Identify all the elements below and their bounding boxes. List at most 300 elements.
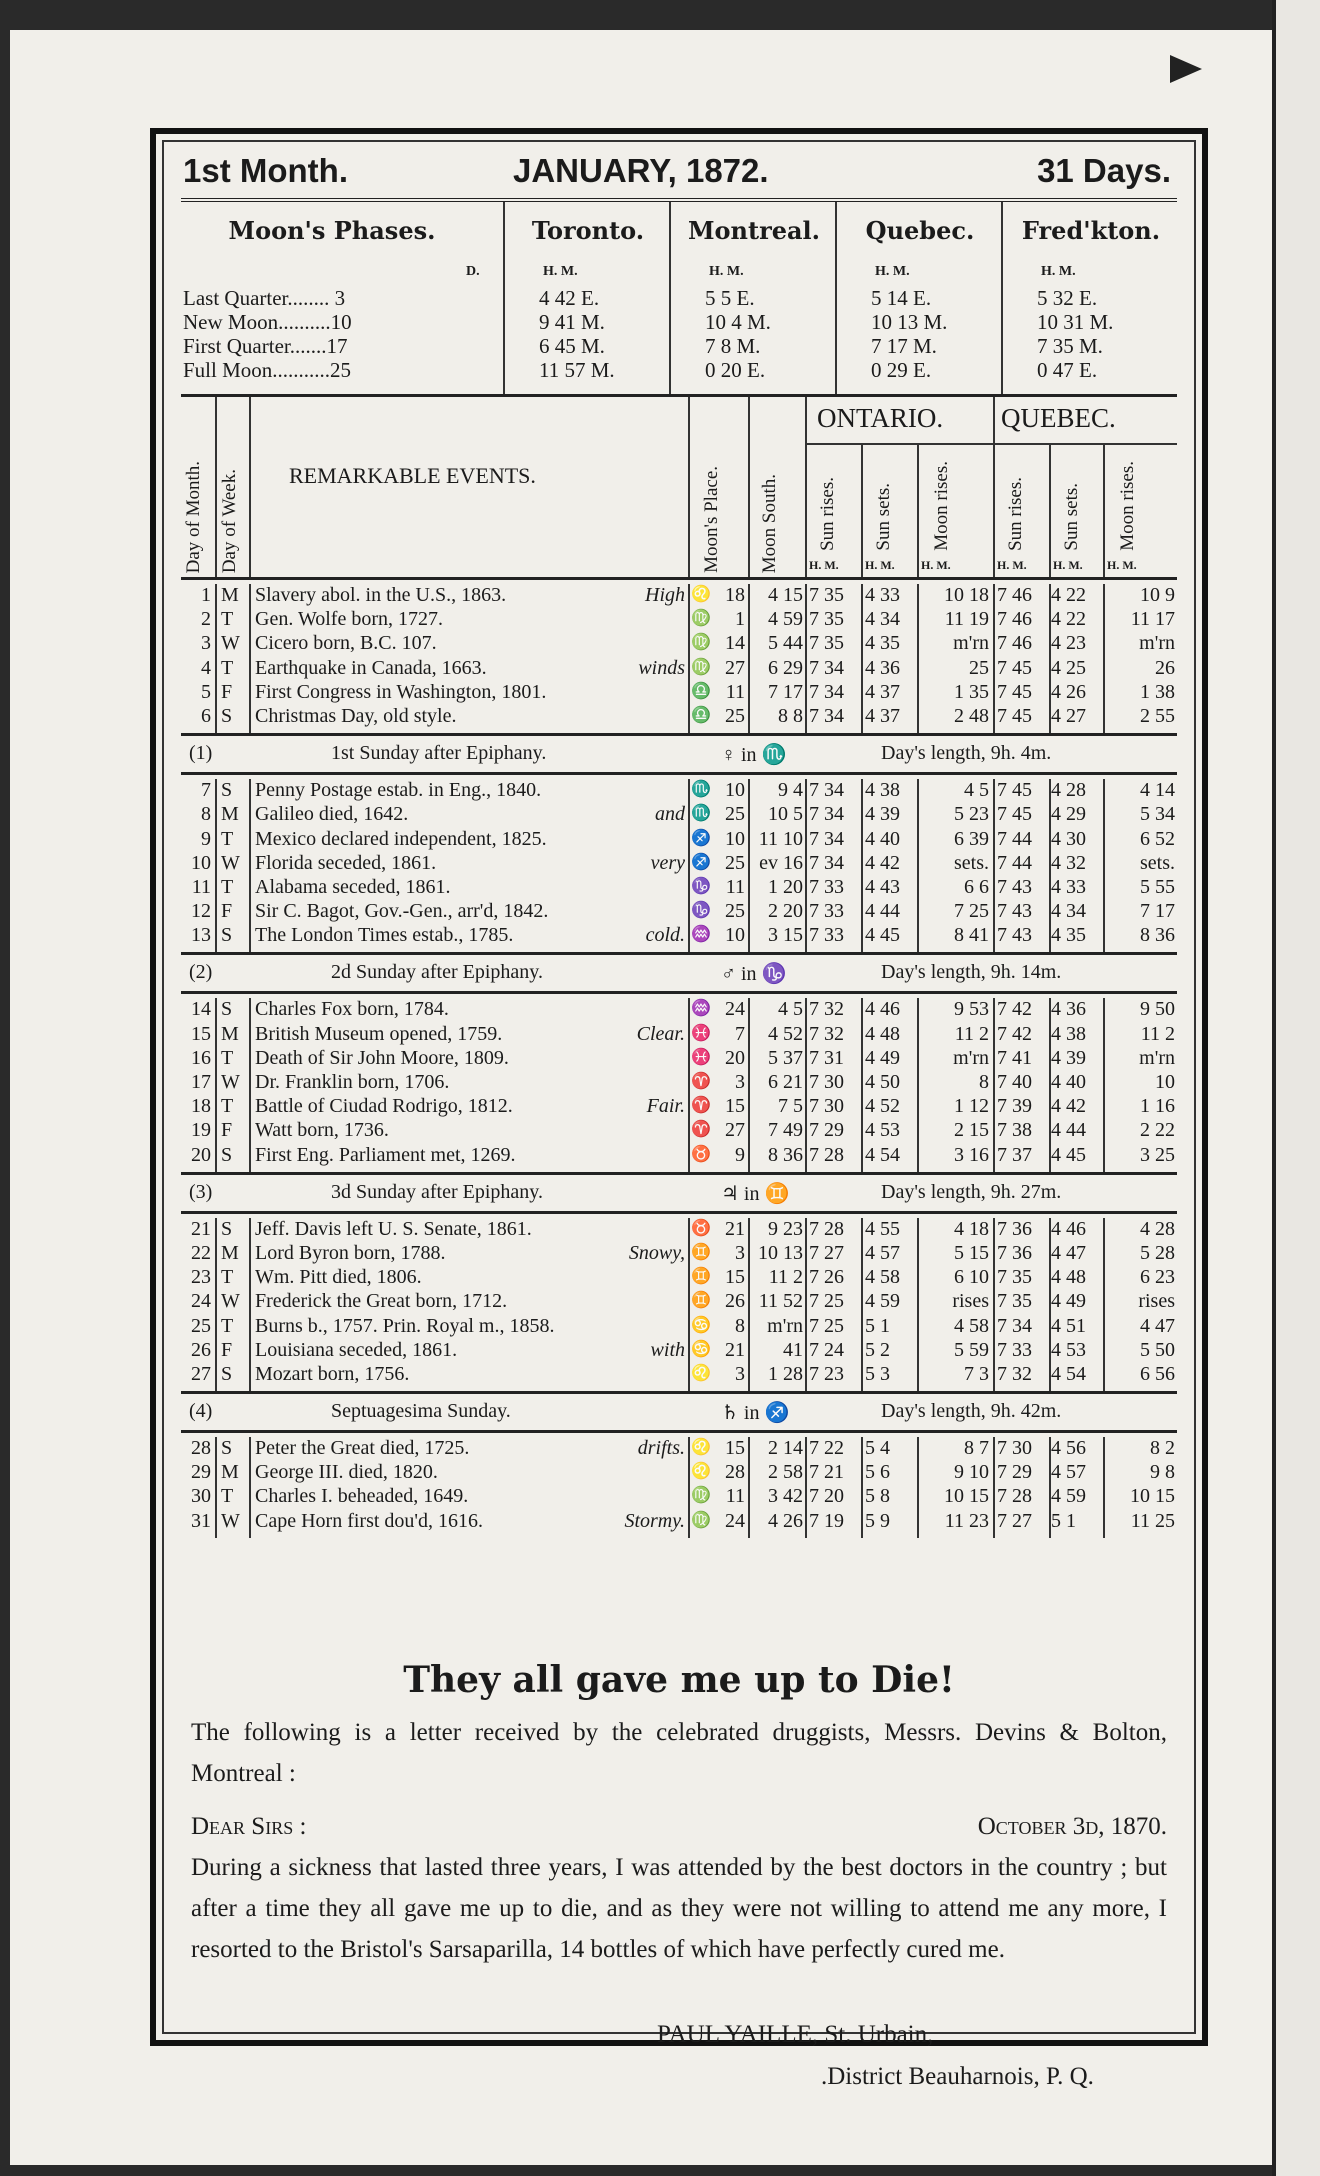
moon-south: 8 8 bbox=[778, 704, 803, 727]
calendar-row bbox=[181, 1023, 1177, 1047]
moon-south: 4 52 bbox=[768, 1022, 803, 1045]
que-sun-rises: 7 35 bbox=[997, 1290, 1032, 1313]
phase-time: 11 57 M. bbox=[539, 358, 615, 382]
city-fredericton: Fred'kton. bbox=[1021, 216, 1161, 245]
weekday: M bbox=[221, 1461, 239, 1484]
d-label: D. bbox=[466, 264, 480, 279]
que-sun-sets: 4 35 bbox=[1051, 924, 1086, 947]
moon-sign: ♎ bbox=[691, 706, 711, 724]
sunday-number: (2) bbox=[189, 961, 213, 984]
que-moon-rises: 3 25 bbox=[1140, 1143, 1175, 1166]
que-moon-rises: 6 56 bbox=[1140, 1362, 1175, 1385]
event: Florida seceded, 1861. bbox=[255, 851, 437, 874]
moon-degree: 15 bbox=[725, 1437, 745, 1460]
moon-sign: ♊ bbox=[691, 1268, 711, 1286]
day-number: 10 bbox=[191, 851, 211, 874]
ont-moon-rises: 1 35 bbox=[954, 680, 989, 703]
que-moon-rises: 10 15 bbox=[1130, 1485, 1175, 1508]
weekday: M bbox=[221, 803, 239, 826]
que-sun-rises: 7 36 bbox=[997, 1241, 1032, 1264]
que-moon-rises: 4 14 bbox=[1140, 779, 1175, 802]
moon-sign: ♉ bbox=[691, 1219, 711, 1237]
sunday-number: (4) bbox=[189, 1400, 213, 1423]
que-sun-sets: 4 40 bbox=[1051, 1071, 1086, 1093]
planet-position: ♀ in ♏ bbox=[721, 744, 787, 767]
ont-moon-rises: 4 5 bbox=[964, 779, 989, 802]
moon-sign: ♑ bbox=[691, 877, 711, 895]
toronto-column bbox=[503, 202, 671, 394]
phase-time: 0 29 E. bbox=[871, 358, 932, 382]
hm-label: H. M. bbox=[809, 558, 839, 572]
phase-time: 9 41 M. bbox=[539, 310, 605, 334]
que-moon-rises: 4 28 bbox=[1140, 1217, 1175, 1240]
weather-note: and bbox=[655, 803, 685, 826]
que-sun-rises: 7 34 bbox=[997, 1314, 1032, 1337]
hm-label: H. M. bbox=[543, 264, 578, 279]
day-number: 12 bbox=[191, 900, 211, 923]
ont-sun-rises: 7 33 bbox=[809, 900, 844, 923]
que-moon-rises: 1 38 bbox=[1140, 680, 1175, 703]
ont-sun-sets: 4 39 bbox=[865, 803, 900, 826]
ont-sun-rises: 7 31 bbox=[809, 1046, 844, 1069]
ont-sun-sets: 4 49 bbox=[865, 1046, 900, 1069]
quebec-column bbox=[835, 202, 1003, 394]
sunday-row bbox=[181, 1172, 1177, 1214]
que-sun-sets: 4 23 bbox=[1051, 632, 1086, 655]
event: Gen. Wolfe born, 1727. bbox=[255, 608, 443, 631]
ont-sun-rises: 7 34 bbox=[809, 680, 844, 703]
ad-signature: PAUL YAILLE, St. Urbain, bbox=[657, 2021, 934, 2048]
day-number: 5 bbox=[201, 680, 211, 703]
moon-sign: ♍ bbox=[691, 658, 711, 676]
ont-sun-sets: 4 55 bbox=[865, 1217, 900, 1240]
que-moon-rises: 9 8 bbox=[1150, 1461, 1175, 1484]
event: British Museum opened, 1759. bbox=[255, 1022, 503, 1045]
moon-south: 7 17 bbox=[768, 680, 803, 703]
day-number: 16 bbox=[191, 1046, 211, 1069]
que-sun-sets: 4 34 bbox=[1051, 900, 1086, 923]
que-sun-sets: 4 22 bbox=[1051, 608, 1086, 631]
ont-moon-rises: 10 18 bbox=[944, 584, 989, 606]
moon-sign: ♍ bbox=[691, 1487, 711, 1505]
week-block bbox=[181, 779, 1177, 952]
week-block bbox=[181, 584, 1177, 733]
event: First Congress in Washington, 1801. bbox=[255, 680, 547, 703]
moon-south: 4 15 bbox=[768, 584, 803, 606]
event: Cape Horn first dou'd, 1616. bbox=[255, 1509, 484, 1532]
moon-degree: 18 bbox=[725, 584, 745, 606]
phase-name: First Quarter.......17 bbox=[183, 334, 348, 358]
moon-sign: ♍ bbox=[691, 1511, 711, 1529]
ont-sun-sets: 4 35 bbox=[865, 632, 900, 655]
que-sun-sets: 4 49 bbox=[1051, 1290, 1086, 1313]
day-length: Day's length, 9h. 4m. bbox=[881, 742, 1052, 765]
ont-moon-rises: 5 59 bbox=[954, 1338, 989, 1361]
week-spacer bbox=[181, 1534, 1177, 1538]
weekday: S bbox=[221, 704, 233, 727]
moon-degree: 11 bbox=[725, 1485, 745, 1508]
weather-note: with bbox=[650, 1338, 685, 1361]
que-sun-rises: 7 45 bbox=[997, 680, 1032, 703]
weekday: S bbox=[221, 924, 233, 947]
moon-sign: ♊ bbox=[691, 1292, 711, 1310]
month-days: 31 Days. bbox=[1037, 152, 1171, 189]
moon-south: 6 29 bbox=[768, 656, 803, 679]
planet-position: ♃ in ♊ bbox=[721, 1182, 790, 1205]
moon-sign: ♋ bbox=[691, 1340, 711, 1358]
ont-moon-rises: 7 25 bbox=[954, 900, 989, 923]
event: Christmas Day, old style. bbox=[255, 704, 457, 727]
moon-south: 5 37 bbox=[768, 1046, 803, 1069]
almanac-content bbox=[181, 144, 1177, 1538]
moon-sign: ♎ bbox=[691, 682, 711, 700]
ont-sun-sets: 5 3 bbox=[865, 1362, 890, 1385]
moon-degree: 10 bbox=[725, 827, 745, 850]
phase-time: 4 42 E. bbox=[539, 286, 600, 310]
day-number: 11 bbox=[191, 875, 211, 898]
moon-sign: ♌ bbox=[691, 1463, 711, 1481]
weather-note: very bbox=[650, 851, 685, 874]
calendar-row bbox=[181, 705, 1177, 729]
ont-sun-rises: 7 26 bbox=[809, 1266, 844, 1289]
phase-time: 0 20 E. bbox=[705, 358, 766, 382]
que-sun-sets: 4 36 bbox=[1051, 998, 1086, 1021]
phase-time: 0 47 E. bbox=[1037, 358, 1098, 382]
city-quebec: Quebec. bbox=[865, 216, 975, 245]
moon-degree: 7 bbox=[735, 1022, 745, 1045]
que-sun-rises: 7 27 bbox=[997, 1509, 1032, 1532]
ont-sun-sets: 4 33 bbox=[865, 584, 900, 606]
day-number: 1 bbox=[201, 584, 211, 606]
que-sun-sets: 4 51 bbox=[1051, 1314, 1086, 1337]
event: Sir C. Bagot, Gov.-Gen., arr'd, 1842. bbox=[255, 900, 549, 923]
que-moon-rises: 11 25 bbox=[1130, 1509, 1175, 1532]
calendar-row bbox=[181, 1071, 1177, 1095]
que-sun-sets: 4 33 bbox=[1051, 875, 1086, 898]
que-moon-rises: 26 bbox=[1155, 656, 1175, 679]
moon-south: 2 14 bbox=[768, 1437, 803, 1460]
sunday-row bbox=[181, 1391, 1177, 1433]
moon-sign: ♌ bbox=[691, 586, 711, 603]
ont-sun-sets: 5 2 bbox=[865, 1338, 890, 1361]
que-sun-rises: 7 43 bbox=[997, 900, 1032, 923]
weekday: T bbox=[221, 656, 234, 679]
ont-moon-rises: 2 48 bbox=[954, 704, 989, 727]
ont-sun-rises: 7 32 bbox=[809, 998, 844, 1021]
calendar-row bbox=[181, 608, 1177, 632]
calendar-row bbox=[181, 1315, 1177, 1339]
day-number: 18 bbox=[191, 1095, 211, 1118]
weekday: W bbox=[221, 1290, 240, 1313]
weekday: S bbox=[221, 1217, 233, 1240]
event: Alabama seceded, 1861. bbox=[255, 875, 451, 898]
weekday: S bbox=[221, 998, 233, 1021]
moon-sign: ♈ bbox=[691, 1073, 711, 1090]
sunday-row bbox=[181, 733, 1177, 775]
ont-moon-rises: 8 7 bbox=[964, 1437, 989, 1460]
weekday: W bbox=[221, 1509, 240, 1532]
sunday-name: Septuagesima Sunday. bbox=[331, 1400, 511, 1423]
event: Galileo died, 1642. bbox=[255, 803, 409, 826]
moon-south: 2 20 bbox=[768, 900, 803, 923]
ont-sun-rises: 7 33 bbox=[809, 875, 844, 898]
ont-sun-sets: 4 37 bbox=[865, 680, 900, 703]
event: Mozart born, 1756. bbox=[255, 1362, 410, 1385]
event: Cicero born, B.C. 107. bbox=[255, 632, 437, 655]
event: Wm. Pitt died, 1806. bbox=[255, 1266, 422, 1289]
que-sun-rises: 7 33 bbox=[997, 1338, 1032, 1361]
event: Watt born, 1736. bbox=[255, 1119, 389, 1142]
event: Charles I. beheaded, 1649. bbox=[255, 1485, 469, 1508]
que-sun-sets: 4 56 bbox=[1051, 1437, 1086, 1460]
event: Louisiana seceded, 1861. bbox=[255, 1338, 458, 1361]
hm-label: H. M. bbox=[865, 558, 895, 572]
que-sun-rises: 7 30 bbox=[997, 1437, 1032, 1460]
moon-degree: 11 bbox=[725, 680, 745, 703]
ont-moon-rises: 7 3 bbox=[964, 1362, 989, 1385]
que-sun-rises: 7 40 bbox=[997, 1071, 1032, 1093]
weekday: T bbox=[221, 608, 234, 631]
que-sun-rises: 7 42 bbox=[997, 1022, 1032, 1045]
moon-sign: ♏ bbox=[691, 781, 711, 799]
calendar-row bbox=[181, 1485, 1177, 1509]
moon-degree: 8 bbox=[735, 1314, 745, 1337]
sunday-name: 3d Sunday after Epiphany. bbox=[331, 1180, 543, 1203]
hm-label: H. M. bbox=[1053, 558, 1083, 572]
weather-note: drifts. bbox=[637, 1437, 685, 1460]
header-quebec: QUEBEC. bbox=[1001, 403, 1116, 433]
ont-sun-rises: 7 22 bbox=[809, 1437, 844, 1460]
que-sun-rises: 7 46 bbox=[997, 608, 1032, 631]
header-que-sun-rises: Sun rises. bbox=[1005, 477, 1026, 551]
ont-sun-sets: 4 57 bbox=[865, 1241, 900, 1264]
ont-sun-rises: 7 21 bbox=[809, 1461, 844, 1484]
phase-name: Last Quarter........ 3 bbox=[183, 286, 346, 310]
day-number: 26 bbox=[191, 1338, 211, 1361]
ont-sun-rises: 7 34 bbox=[809, 704, 844, 727]
ont-sun-rises: 7 32 bbox=[809, 1022, 844, 1045]
moon-sign: ♈ bbox=[691, 1121, 711, 1139]
moon-south: 9 4 bbox=[778, 779, 803, 802]
hm-label: H. M. bbox=[709, 264, 744, 279]
calendar-row bbox=[181, 828, 1177, 852]
que-sun-sets: 5 1 bbox=[1051, 1509, 1076, 1532]
weekday: F bbox=[221, 900, 233, 923]
event: Frederick the Great born, 1712. bbox=[255, 1290, 508, 1313]
phase-time: 10 4 M. bbox=[705, 310, 771, 334]
moon-sign: ♐ bbox=[691, 829, 711, 847]
ad-location: .District Beauharnois, P. Q. bbox=[821, 2063, 1094, 2090]
que-moon-rises: rises bbox=[1138, 1290, 1175, 1313]
weekday: M bbox=[221, 1022, 239, 1045]
day-number: 2 bbox=[201, 608, 211, 631]
weekday: T bbox=[221, 1485, 234, 1508]
event: Battle of Ciudad Rodrigo, 1812. bbox=[255, 1095, 513, 1118]
ont-sun-rises: 7 35 bbox=[809, 632, 844, 655]
day-number: 20 bbox=[191, 1143, 211, 1166]
phase-time: 5 32 E. bbox=[1037, 286, 1098, 310]
moon-sign: ♌ bbox=[691, 1364, 711, 1382]
calendar-row bbox=[181, 900, 1177, 924]
que-sun-rises: 7 45 bbox=[997, 704, 1032, 727]
event: Penny Postage estab. in Eng., 1840. bbox=[255, 779, 542, 802]
day-number: 4 bbox=[201, 656, 211, 679]
ont-sun-sets: 4 48 bbox=[865, 1022, 900, 1045]
ad-salutation: Dear Sirs : bbox=[191, 1813, 307, 1840]
sunday-number: (3) bbox=[189, 1180, 213, 1203]
weekday: F bbox=[221, 1338, 233, 1361]
event: The London Times estab., 1785. bbox=[255, 924, 514, 947]
moon-sign: ♒ bbox=[691, 926, 711, 944]
moon-south: 6 21 bbox=[768, 1071, 803, 1093]
ont-sun-sets: 4 36 bbox=[865, 656, 900, 679]
moon-south: 11 2 bbox=[768, 1266, 803, 1289]
weekday: T bbox=[221, 827, 234, 850]
que-sun-sets: 4 38 bbox=[1051, 1022, 1086, 1045]
que-moon-rises: 2 22 bbox=[1140, 1119, 1175, 1142]
day-number: 8 bbox=[201, 803, 211, 826]
calendar-row bbox=[181, 852, 1177, 876]
ont-sun-sets: 4 38 bbox=[865, 779, 900, 802]
header-ont-moon-rises: Moon rises. bbox=[931, 461, 952, 551]
moon-sign: ♈ bbox=[691, 1097, 711, 1115]
ont-sun-sets: 4 40 bbox=[865, 827, 900, 850]
moon-degree: 25 bbox=[725, 704, 745, 727]
ont-moon-rises: 11 19 bbox=[944, 608, 989, 631]
weekday: T bbox=[221, 875, 234, 898]
ont-sun-rises: 7 24 bbox=[809, 1338, 844, 1361]
month-header bbox=[181, 144, 1177, 202]
sunday-number: (1) bbox=[189, 742, 213, 765]
ont-sun-rises: 7 29 bbox=[809, 1119, 844, 1142]
moon-south: 11 10 bbox=[758, 827, 803, 850]
que-moon-rises: 1 16 bbox=[1140, 1095, 1175, 1118]
que-moon-rises: sets. bbox=[1140, 851, 1175, 874]
calendar-row bbox=[181, 1095, 1177, 1119]
calendar-row bbox=[181, 1144, 1177, 1168]
event: Dr. Franklin born, 1706. bbox=[255, 1071, 450, 1093]
day-number: 9 bbox=[201, 827, 211, 850]
weekday: W bbox=[221, 632, 240, 655]
calendar-row bbox=[181, 876, 1177, 900]
calendar-row bbox=[181, 1290, 1177, 1314]
calendar-row bbox=[181, 924, 1177, 948]
que-sun-rises: 7 29 bbox=[997, 1461, 1032, 1484]
day-number: 22 bbox=[191, 1241, 211, 1264]
que-sun-rises: 7 42 bbox=[997, 998, 1032, 1021]
weekday: S bbox=[221, 779, 233, 802]
moon-sign: ♋ bbox=[691, 1316, 711, 1334]
moon-south: 10 13 bbox=[758, 1241, 803, 1264]
que-moon-rises: 5 28 bbox=[1140, 1241, 1175, 1264]
moon-degree: 28 bbox=[725, 1461, 745, 1484]
ont-moon-rises: 9 10 bbox=[954, 1461, 989, 1484]
month-number: 1st Month. bbox=[183, 152, 348, 189]
ont-moon-rises: sets. bbox=[954, 851, 989, 874]
ont-moon-rises: 3 16 bbox=[954, 1143, 989, 1166]
montreal-column bbox=[669, 202, 837, 394]
moon-degree: 10 bbox=[725, 779, 745, 802]
ont-sun-sets: 4 43 bbox=[865, 875, 900, 898]
ont-sun-rises: 7 34 bbox=[809, 656, 844, 679]
moon-south: 4 26 bbox=[768, 1509, 803, 1532]
weekday: T bbox=[221, 1266, 234, 1289]
weekday: T bbox=[221, 1314, 234, 1337]
que-sun-rises: 7 43 bbox=[997, 924, 1032, 947]
event: Jeff. Davis left U. S. Senate, 1861. bbox=[255, 1217, 532, 1240]
phases-title: Moon's Phases. bbox=[228, 216, 436, 245]
event: Peter the Great died, 1725. bbox=[255, 1437, 470, 1460]
moon-degree: 11 bbox=[725, 875, 745, 898]
moon-south: 10 5 bbox=[768, 803, 803, 826]
planet-position: ♄ in ♐ bbox=[721, 1402, 790, 1425]
weekday: W bbox=[221, 1071, 240, 1093]
calendar-row bbox=[181, 1119, 1177, 1143]
ont-sun-rises: 7 27 bbox=[809, 1241, 844, 1264]
ont-sun-sets: 4 50 bbox=[865, 1071, 900, 1093]
phase-time: 6 45 M. bbox=[539, 334, 605, 358]
moon-south: 4 59 bbox=[768, 608, 803, 631]
weather-note: Fair. bbox=[646, 1095, 685, 1118]
moon-phases-table bbox=[181, 202, 1177, 397]
ont-sun-rises: 7 20 bbox=[809, 1485, 844, 1508]
hm-label: H. M. bbox=[1041, 264, 1076, 279]
moon-degree: 25 bbox=[725, 900, 745, 923]
weekday: T bbox=[221, 1046, 234, 1069]
moon-degree: 15 bbox=[725, 1095, 745, 1118]
que-sun-rises: 7 36 bbox=[997, 1217, 1032, 1240]
moon-south: 3 15 bbox=[768, 924, 803, 947]
que-moon-rises: 6 23 bbox=[1140, 1266, 1175, 1289]
ont-moon-rises: m'rn bbox=[953, 1046, 989, 1069]
que-moon-rises: 10 bbox=[1155, 1071, 1175, 1093]
calendar-row bbox=[181, 779, 1177, 803]
ont-sun-sets: 4 52 bbox=[865, 1095, 900, 1118]
ont-moon-rises: 11 2 bbox=[954, 1022, 989, 1045]
que-moon-rises: 8 36 bbox=[1140, 924, 1175, 947]
que-sun-sets: 4 42 bbox=[1051, 1095, 1086, 1118]
moon-south: 7 49 bbox=[768, 1119, 803, 1142]
weekday: F bbox=[221, 680, 233, 703]
que-sun-rises: 7 35 bbox=[997, 1266, 1032, 1289]
day-number: 28 bbox=[191, 1437, 211, 1460]
day-number: 29 bbox=[191, 1461, 211, 1484]
ont-moon-rises: 6 6 bbox=[964, 875, 989, 898]
ont-sun-sets: 4 54 bbox=[865, 1143, 900, 1166]
ont-moon-rises: 11 23 bbox=[944, 1509, 989, 1532]
phase-time: 7 35 M. bbox=[1037, 334, 1103, 358]
ont-sun-sets: 4 37 bbox=[865, 704, 900, 727]
que-sun-sets: 4 57 bbox=[1051, 1461, 1086, 1484]
que-sun-rises: 7 45 bbox=[997, 656, 1032, 679]
ad-intro: The following is a letter received by the celebrated druggists, Messrs. Devins & Bolton, Montreal : bbox=[191, 1719, 1167, 1787]
header-ont-sun-sets: Sun sets. bbox=[873, 483, 894, 551]
month-title: JANUARY, 1872. bbox=[513, 152, 769, 189]
que-sun-sets: 4 29 bbox=[1051, 803, 1086, 826]
day-number: 17 bbox=[191, 1071, 211, 1093]
event: Lord Byron born, 1788. bbox=[255, 1241, 446, 1264]
day-number: 21 bbox=[191, 1217, 211, 1240]
ont-moon-rises: 8 bbox=[979, 1071, 989, 1093]
day-length: Day's length, 9h. 27m. bbox=[881, 1180, 1062, 1203]
moon-south: 5 44 bbox=[768, 632, 803, 655]
que-sun-sets: 4 47 bbox=[1051, 1241, 1086, 1264]
calendar-row bbox=[181, 1437, 1177, 1461]
moon-degree: 15 bbox=[725, 1266, 745, 1289]
calendar-row bbox=[181, 1047, 1177, 1071]
ont-sun-sets: 4 34 bbox=[865, 608, 900, 631]
moon-sign: ♏ bbox=[691, 805, 711, 823]
